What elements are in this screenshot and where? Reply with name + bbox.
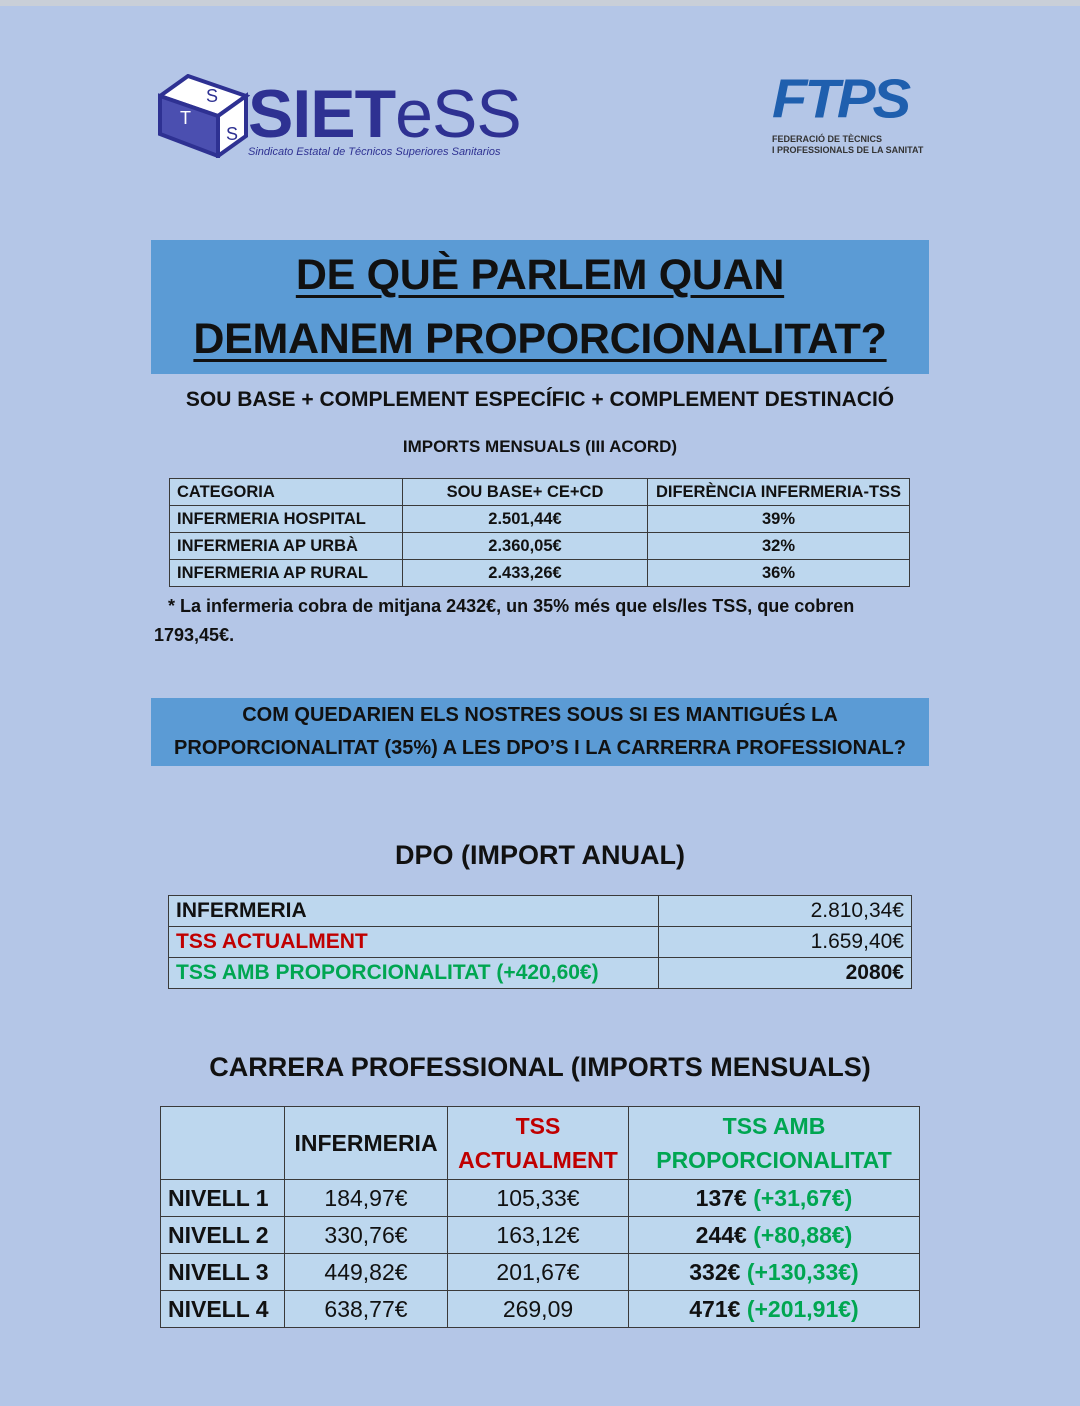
carrera-table <box>160 1106 920 1328</box>
table-row <box>169 927 912 958</box>
sietess-logo <box>158 72 528 164</box>
table-cell: 449,82€ <box>285 1254 448 1291</box>
table-cell: 32% <box>648 533 910 560</box>
table-row <box>161 1180 920 1217</box>
title-line1: DE QUÈ PARLEM QUAN <box>295 251 785 299</box>
table-cell: 163,12€ <box>448 1217 629 1254</box>
table-row <box>169 958 912 989</box>
table-cell: INFERMERIA HOSPITAL <box>170 506 403 533</box>
dpo-label: TSS AMB PROPORCIONALITAT (+420,60€) <box>169 958 659 989</box>
table-header: TSS AMB PROPORCIONALITAT <box>629 1107 920 1180</box>
dpo-label: TSS ACTUALMENT <box>169 927 659 958</box>
table-cell: 184,97€ <box>285 1180 448 1217</box>
footnote <box>154 592 914 650</box>
formula-subtitle: SOU BASE + COMPLEMENT ESPECÍFIC + COMPLEMENT DESTINACIÓ <box>185 388 895 411</box>
carrera-heading: CARRERA PROFESSIONAL (IMPORTS MENSUALS) <box>209 1052 871 1082</box>
dpo-value: 2.810,34€ <box>659 896 912 927</box>
dpo-table <box>168 895 912 989</box>
table-header: DIFERÈNCIA INFERMERIA-TSS <box>648 479 910 506</box>
table-header-empty <box>161 1107 285 1180</box>
table-header: CATEGORIA <box>170 479 403 506</box>
svg-text:S: S <box>226 124 239 144</box>
table-cell: 332€ (+130,33€) <box>629 1254 920 1291</box>
sietess-tagline: Sindicato Estatal de Técnicos Superiores Sanitarios <box>248 146 501 158</box>
ftps-logo <box>772 68 932 164</box>
svg-text:T: T <box>180 108 191 128</box>
ftps-subtitle-line1: FEDERACIÓ DE TÈCNICS <box>772 134 883 144</box>
table-row <box>170 560 910 587</box>
cube-logo-icon <box>158 74 250 158</box>
table-header: TSS ACTUALMENT <box>448 1107 629 1180</box>
top-border <box>0 0 1080 6</box>
table-cell: 39% <box>648 506 910 533</box>
question-line2: PROPORCIONALITAT (35%) A LES DPO’S I LA CARRERRA PROFESSIONAL? <box>174 737 906 759</box>
table-header: INFERMERIA <box>285 1107 448 1180</box>
table-cell: INFERMERIA AP URBÀ <box>170 533 403 560</box>
table-cell: 269,09 <box>448 1291 629 1328</box>
table-cell: 638,77€ <box>285 1291 448 1328</box>
ftps-subtitle-line2: I PROFESSIONALS DE LA SANITAT <box>772 145 924 155</box>
salary-table <box>169 478 910 587</box>
question-banner <box>151 698 929 766</box>
title-line2: DEMANEM PROPORCIONALITAT? <box>193 315 887 363</box>
table-cell: 330,76€ <box>285 1217 448 1254</box>
table-cell: 2.360,05€ <box>403 533 648 560</box>
monthly-subtitle: IMPORTS MENSUALS (III ACORD) <box>402 437 678 456</box>
table-header: SOU BASE+ CE+CD <box>403 479 648 506</box>
page-title <box>151 240 929 374</box>
table-cell: 2.433,26€ <box>403 560 648 587</box>
footnote-line1: * La infermeria cobra de mitjana 2432€, un 35% més que els/les TSS, que cobren <box>168 596 855 616</box>
table-cell: 2.501,44€ <box>403 506 648 533</box>
table-cell: 36% <box>648 560 910 587</box>
table-cell: 244€ (+80,88€) <box>629 1217 920 1254</box>
level-cell: NIVELL 1 <box>161 1180 285 1217</box>
table-row <box>161 1254 920 1291</box>
dpo-value: 1.659,40€ <box>659 927 912 958</box>
table-row <box>161 1217 920 1254</box>
table-cell: 471€ (+201,91€) <box>629 1291 920 1328</box>
level-cell: NIVELL 3 <box>161 1254 285 1291</box>
dpo-label: INFERMERIA <box>169 896 659 927</box>
level-cell: NIVELL 4 <box>161 1291 285 1328</box>
ftps-wordmark: FTPS <box>772 68 909 131</box>
table-header-row <box>161 1107 920 1180</box>
table-row <box>169 896 912 927</box>
table-header-row <box>170 479 910 506</box>
dpo-value: 2080€ <box>659 958 912 989</box>
table-row <box>170 533 910 560</box>
table-cell: INFERMERIA AP RURAL <box>170 560 403 587</box>
table-cell: 201,67€ <box>448 1254 629 1291</box>
question-line1: COM QUEDARIEN ELS NOSTRES SOUS SI ES MANTIGUÉS LA <box>242 704 838 726</box>
level-cell: NIVELL 2 <box>161 1217 285 1254</box>
table-cell: 105,33€ <box>448 1180 629 1217</box>
sietess-wordmark: SIETeSS <box>248 76 521 152</box>
table-row <box>161 1291 920 1328</box>
dpo-heading: DPO (IMPORT ANUAL) <box>395 840 685 870</box>
table-row <box>170 506 910 533</box>
table-cell: 137€ (+31,67€) <box>629 1180 920 1217</box>
svg-text:S: S <box>206 86 219 106</box>
footnote-line2: 1793,45€. <box>154 625 235 645</box>
